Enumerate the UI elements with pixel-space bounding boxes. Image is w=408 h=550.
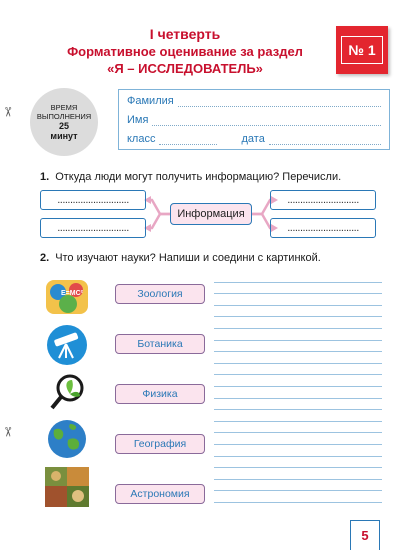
writing-line[interactable] [214, 294, 382, 306]
writing-line[interactable] [214, 491, 382, 503]
animals-photo-icon[interactable] [44, 466, 90, 508]
subject-zoology[interactable]: Зоология [115, 284, 205, 304]
writing-line[interactable] [214, 317, 382, 329]
writing-line[interactable] [214, 480, 382, 492]
writing-line[interactable] [214, 445, 382, 457]
writing-line[interactable] [214, 468, 382, 480]
information-center-label: Информация [170, 203, 252, 225]
plant-magnifier-icon[interactable] [44, 372, 90, 414]
task-1-question: 1. Откуда люди могут получить информацию? Перечисли. [40, 171, 342, 183]
scissors-icon: ✂ [0, 426, 16, 438]
name-label: Имя [127, 114, 149, 126]
writing-line[interactable] [214, 306, 382, 318]
worksheet-number-badge: № 1 [336, 26, 388, 74]
subject-astronomy[interactable]: Астрономия [115, 484, 205, 504]
section-title: «Я – ИССЛЕДОВАТЕЛЬ» [107, 61, 263, 76]
writing-line[interactable] [214, 457, 382, 469]
scissors-icon: ✂ [0, 106, 16, 118]
time-label: ВРЕМЯ [50, 103, 78, 112]
writing-line[interactable] [214, 329, 382, 341]
info-source-box[interactable]: ............................ [40, 218, 146, 238]
quarter-title: I четверть [149, 26, 221, 42]
subject-physics[interactable]: Физика [115, 384, 205, 404]
writing-line[interactable] [214, 387, 382, 399]
writing-line[interactable] [214, 364, 382, 376]
earth-globe-icon[interactable] [44, 418, 90, 460]
writing-line[interactable] [214, 422, 382, 434]
writing-line[interactable] [214, 341, 382, 353]
time-label-2: ВЫПОЛНЕНИЯ [36, 112, 92, 121]
info-source-box[interactable]: ............................ [40, 190, 146, 210]
surname-label: Фамилия [127, 95, 174, 107]
time-unit: минут [50, 131, 78, 141]
writing-line[interactable] [214, 283, 382, 295]
class-label: класс [127, 133, 156, 145]
date-label: дата [241, 133, 265, 145]
writing-line[interactable] [214, 433, 382, 445]
svg-text:E=MC²: E=MC² [61, 290, 83, 297]
writing-line[interactable] [214, 375, 382, 387]
writing-line[interactable] [214, 399, 382, 411]
info-source-box[interactable]: ............................ [270, 190, 376, 210]
science-collage-icon[interactable] [44, 276, 90, 318]
subject-botany[interactable]: Ботаника [115, 334, 205, 354]
answer-writing-lines[interactable] [214, 271, 382, 503]
task-2-question: 2. Что изучают науки? Напиши и соедини с картинкой. [40, 252, 321, 264]
telescope-icon[interactable] [44, 324, 90, 366]
writing-line[interactable] [214, 271, 382, 283]
assessment-title: Формативное оценивание за раздел [67, 44, 303, 59]
time-value: 25 [58, 121, 69, 131]
info-source-box[interactable]: ............................ [270, 218, 376, 238]
writing-line[interactable] [214, 410, 382, 422]
page-number: 5 [350, 520, 380, 550]
subject-geography[interactable]: География [115, 434, 205, 454]
writing-line[interactable] [214, 352, 382, 364]
